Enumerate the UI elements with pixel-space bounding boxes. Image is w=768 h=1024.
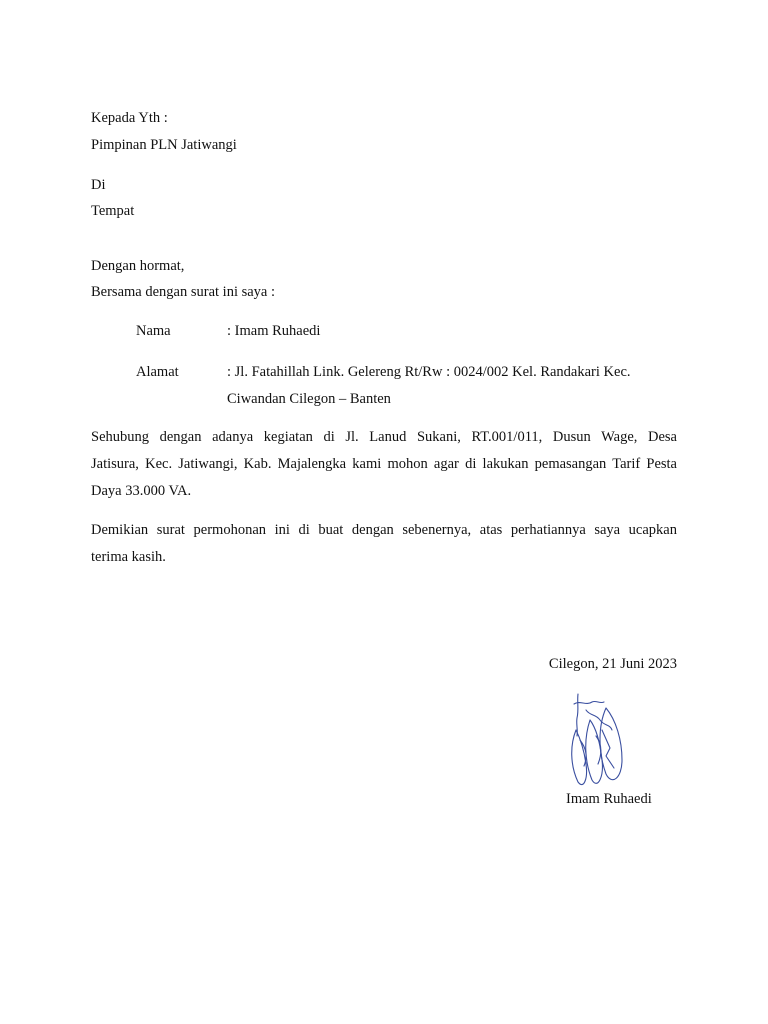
address-line-1: : Jl. Fatahillah Link. Gelereng Rt/Rw : 0024/002 Kel. Randakari Kec. — [227, 364, 631, 380]
paragraph-request-line: Jatisura, Kec. Jatiwangi, Kab. Majalengka kami mohon agar di lakukan pemasangan Tarif Pesta — [91, 456, 677, 472]
paragraph-closing — [91, 517, 677, 571]
recipient-at: Di — [91, 177, 106, 193]
paragraph-request — [91, 424, 677, 505]
address-label: Alamat — [136, 364, 179, 380]
address-line-2: Ciwandan Cilegon – Banten — [227, 391, 391, 407]
name-value: : Imam Ruhaedi — [227, 323, 321, 339]
recipient-salutation: Kepada Yth : — [91, 110, 168, 126]
place-date: Cilegon, 21 Juni 2023 — [548, 656, 677, 672]
name-label: Nama — [136, 323, 171, 339]
signer-name: Imam Ruhaedi — [566, 791, 652, 807]
paragraph-closing-line: terima kasih. — [91, 549, 166, 565]
handwritten-signature — [566, 690, 630, 790]
greeting: Dengan hormat, — [91, 258, 185, 274]
recipient-place: Tempat — [91, 203, 135, 219]
recipient-name: Pimpinan PLN Jatiwangi — [91, 137, 237, 153]
intro-text: Bersama dengan surat ini saya : — [91, 284, 276, 300]
paragraph-request-line: Sehubung dengan adanya kegiatan di Jl. Lanud Sukani, RT.001/011, Dusun Wage, Desa — [91, 429, 677, 445]
paragraph-closing-line: Demikian surat permohonan ini di buat dengan sebenernya, atas perhatiannya saya ucapkan — [91, 522, 677, 538]
paragraph-request-line: Daya 33.000 VA. — [91, 483, 192, 499]
